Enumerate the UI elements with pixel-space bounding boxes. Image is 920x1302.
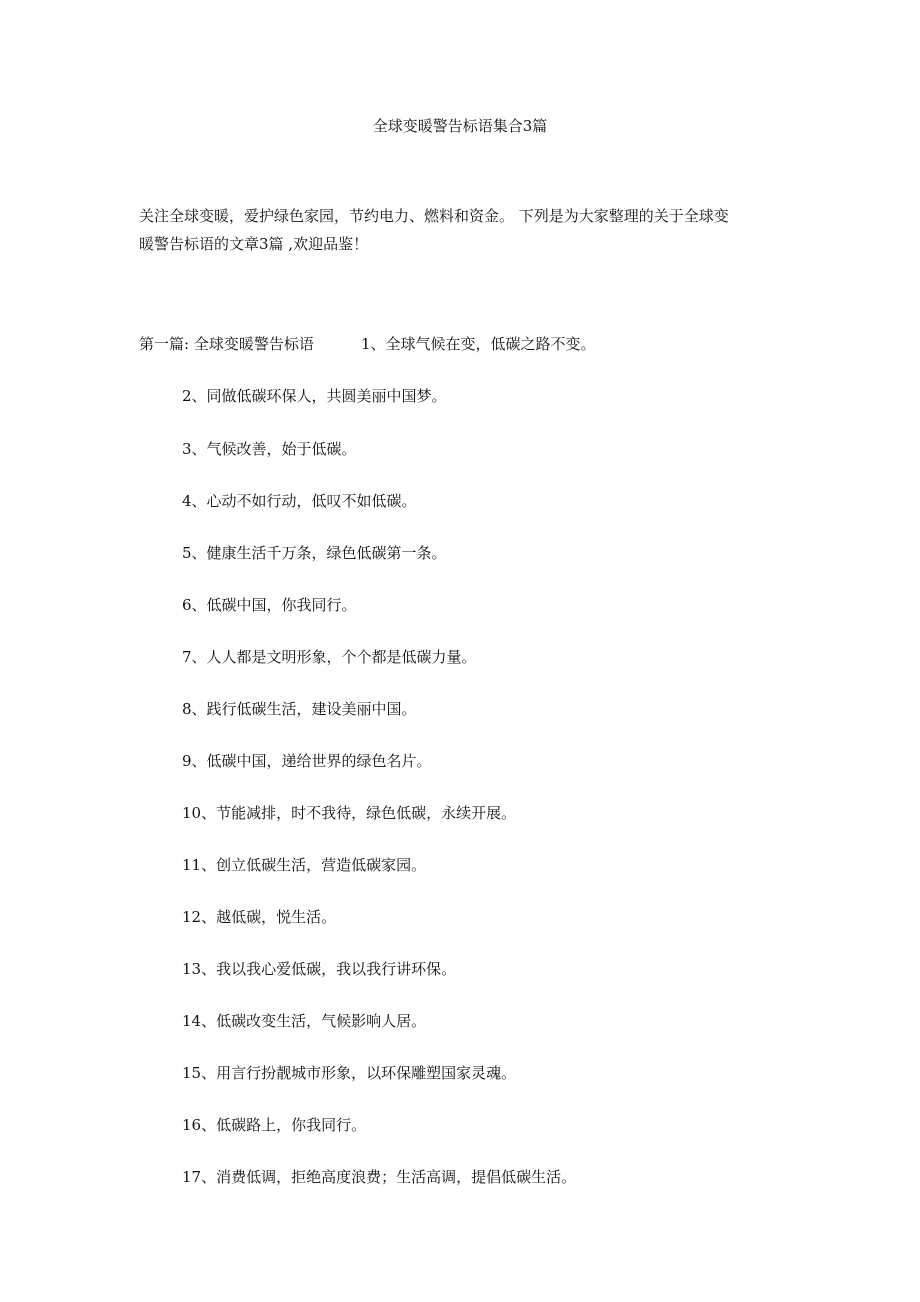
slogan-item: 14、低碳改变生活，气候影响人居。 [182,1012,427,1030]
slogan-item: 15、用言行扮靓城市形象，以环保雕塑国家灵魂。 [182,1064,517,1082]
slogan-item: 9、低碳中国，递给世界的绿色名片。 [182,752,432,770]
slogan-item: 7、人人都是文明形象，个个都是低碳力量。 [182,648,477,666]
document-title: 全球变暖警告标语集合3篇 [372,117,548,135]
slogan-item: 6、低碳中国，你我同行。 [182,596,357,614]
slogan-item: 4、心动不如行动，低叹不如低碳。 [182,492,417,510]
intro-line: 暖警告标语的文章3篇 ,欢迎品鉴！ [139,235,369,253]
slogan-item: 2、同做低碳环保人，共圆美丽中国梦。 [182,387,447,405]
slogan-item: 3、气候改善，始于低碳。 [182,440,357,458]
intro-line: 关注全球变暖，爱护绿色家园，节约电力、燃料和资金。 下列是为大家整理的关于全球变 [139,207,729,225]
intro-paragraph [139,202,787,258]
slogan-item: 12、越低碳，悦生活。 [182,908,337,926]
slogan-item: 1、全球气候在变，低碳之路不变。 [361,335,596,353]
slogan-item: 16、低碳路上，你我同行。 [182,1116,367,1134]
slogan-item: 17、消费低调，拒绝高度浪费；生活高调，提倡低碳生活。 [182,1168,577,1186]
slogan-item: 13、我以我心爱低碳，我以我行讲环保。 [182,960,457,978]
slogan-item: 5、健康生活千万条，绿色低碳第一条。 [182,544,447,562]
section-heading: 第一篇: 全球变暖警告标语 [139,335,314,353]
slogan-item: 10、节能减排，时不我待，绿色低碳，永续开展。 [182,804,517,822]
slogan-item: 8、践行低碳生活，建设美丽中国。 [182,700,417,718]
section-first-line [139,333,596,355]
slogan-item: 11、创立低碳生活，营造低碳家园。 [182,856,427,874]
